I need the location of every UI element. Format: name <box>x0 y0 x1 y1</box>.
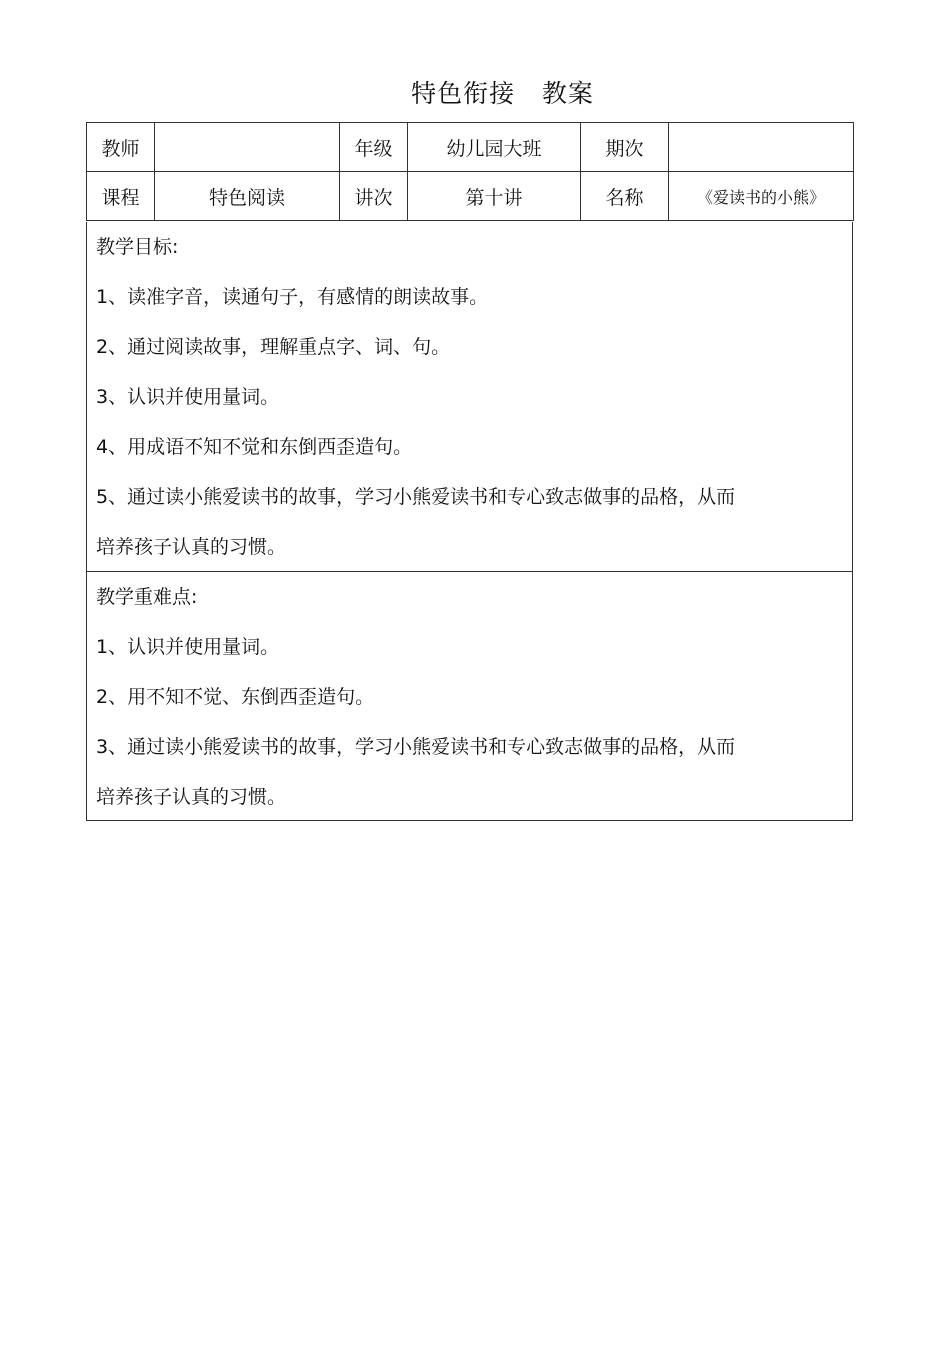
name-value: 《爱读书的小熊》 <box>669 172 854 221</box>
objective-item: 5、通过读小熊爱读书的故事，学习小熊爱读书和专心致志做事的品格，从而 <box>96 486 736 508</box>
keypoint-item: 2、用不知不觉、东倒西歪造句。 <box>96 686 375 708</box>
teacher-label: 教师 <box>87 123 155 172</box>
objective-item: 2、通过阅读故事，理解重点字、词、句。 <box>96 336 451 358</box>
keypoint-item: 3、通过读小熊爱读书的故事，学习小熊爱读书和专心致志做事的品格，从而 <box>96 736 736 758</box>
keypoint-item: 1、认识并使用量词。 <box>96 636 280 658</box>
course-label: 课程 <box>87 172 155 221</box>
page-title: 特色衔接 教案 <box>411 79 594 108</box>
lesson-info-table <box>86 122 854 221</box>
course-value: 特色阅读 <box>155 172 340 221</box>
lecture-value: 第十讲 <box>408 172 581 221</box>
objectives-heading: 教学目标: <box>96 236 179 258</box>
info-row-course <box>87 172 854 221</box>
grade-value: 幼儿园大班 <box>408 123 581 172</box>
teacher-value <box>155 123 340 172</box>
teaching-objectives-section <box>86 222 853 572</box>
keypoints-heading: 教学重难点: <box>96 586 198 608</box>
keypoint-item: 培养孩子认真的习惯。 <box>96 786 287 808</box>
lecture-label: 讲次 <box>340 172 408 221</box>
key-difficult-points-section <box>86 572 853 821</box>
objective-item: 1、读准字音，读通句子，有感情的朗读故事。 <box>96 286 489 308</box>
period-label: 期次 <box>581 123 669 172</box>
name-label: 名称 <box>581 172 669 221</box>
period-value <box>669 123 854 172</box>
info-row-teacher <box>87 123 854 172</box>
objective-item: 4、用成语不知不觉和东倒西歪造句。 <box>96 436 413 458</box>
objective-item: 培养孩子认真的习惯。 <box>96 536 287 558</box>
objective-item: 3、认识并使用量词。 <box>96 386 280 408</box>
grade-label: 年级 <box>340 123 408 172</box>
